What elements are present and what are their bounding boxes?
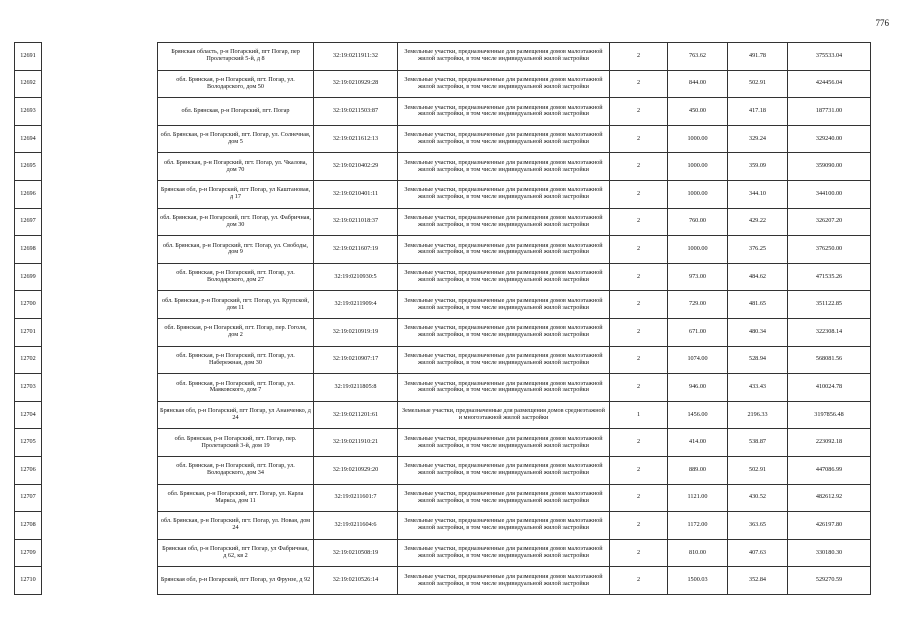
cadastral-number-cell: 32:19:0211911:32 (314, 43, 398, 71)
cadastral-value-cell: 330180.30 (788, 539, 871, 567)
rate-cell: 2196.33 (728, 401, 788, 429)
page-number: 776 (875, 18, 889, 28)
area-cell: 1074.00 (668, 346, 728, 374)
table-row (15, 567, 871, 595)
class-cell: 1 (610, 401, 668, 429)
row-number: 12697 (15, 208, 42, 236)
land-use-cell: Земельные участки, предназначенные для размещения домов малоэтажной жилой застройки, в том числе индивидуальной жилой застройки (398, 456, 610, 484)
rate-cell: 407.63 (728, 539, 788, 567)
row-number: 12703 (15, 374, 42, 402)
empty-column (42, 263, 158, 291)
rate-cell: 430.52 (728, 484, 788, 512)
cadastral-value-cell: 529270.59 (788, 567, 871, 595)
cadastral-number-cell: 32:19:0210508:19 (314, 539, 398, 567)
table-row (15, 539, 871, 567)
land-use-cell: Земельные участки, предназначенные для размещения домов малоэтажной жилой застройки, в том числе индивидуальной жилой застройки (398, 236, 610, 264)
land-use-cell: Земельные участки, предназначенные для размещения домов малоэтажной жилой застройки, в том числе индивидуальной жилой застройки (398, 153, 610, 181)
table-row (15, 291, 871, 319)
area-cell: 729.00 (668, 291, 728, 319)
rate-cell: 480.34 (728, 318, 788, 346)
cadastral-value-cell: 187731.00 (788, 98, 871, 126)
class-cell: 2 (610, 484, 668, 512)
land-use-cell: Земельные участки, предназначенные для размещения домов малоэтажной жилой застройки, в том числе индивидуальной жилой застройки (398, 567, 610, 595)
address-cell: Брянская обл, р-н Погарский, пгт Погар, ул Фабричная, д 62, кв 2 (158, 539, 314, 567)
address-cell: обл. Брянская, р-н Погарский, пгт. Погар, ул. Фабричная, дом 30 (158, 208, 314, 236)
cadastral-value-cell: 344100.00 (788, 180, 871, 208)
area-cell: 671.00 (668, 318, 728, 346)
rate-cell: 344.10 (728, 180, 788, 208)
rate-cell: 481.65 (728, 291, 788, 319)
address-cell: Брянская область, р-н Погарский, пгт Погар, пер Пролетарский 5-й, д 8 (158, 43, 314, 71)
area-cell: 946.00 (668, 374, 728, 402)
area-cell: 889.00 (668, 456, 728, 484)
address-cell: обл. Брянская, р-н Погарский, пгт. Погар, пер. Гоголя, дом 2 (158, 318, 314, 346)
address-cell: обл. Брянская, р-н Погарский, пгт. Погар, ул. Свободы, дом 9 (158, 236, 314, 264)
area-cell: 414.00 (668, 429, 728, 457)
cadastral-value-cell: 410024.78 (788, 374, 871, 402)
empty-column (42, 153, 158, 181)
table-row (15, 429, 871, 457)
land-use-cell: Земельные участки, предназначенные для размещения домов малоэтажной жилой застройки, в том числе индивидуальной жилой застройки (398, 318, 610, 346)
area-cell: 973.00 (668, 263, 728, 291)
row-number: 12706 (15, 456, 42, 484)
empty-column (42, 180, 158, 208)
land-use-cell: Земельные участки, предназначенные для размещения домов малоэтажной жилой застройки, в том числе индивидуальной жилой застройки (398, 180, 610, 208)
land-use-cell: Земельные участки, предназначенные для размещения домов малоэтажной жилой застройки, в том числе индивидуальной жилой застройки (398, 346, 610, 374)
land-use-cell: Земельные участки, предназначенные для размещения домов малоэтажной жилой застройки, в том числе индивидуальной жилой застройки (398, 291, 610, 319)
rate-cell: 429.22 (728, 208, 788, 236)
class-cell: 2 (610, 512, 668, 540)
land-use-cell: Земельные участки, предназначенные для размещения домов малоэтажной жилой застройки, в том числе индивидуальной жилой застройки (398, 208, 610, 236)
cadastral-value-cell: 359090.00 (788, 153, 871, 181)
address-cell: обл. Брянская, р-н Погарский, пгт. Погар, ул. Набережная, дом 30 (158, 346, 314, 374)
address-cell: обл. Брянская, р-н Погарский, пгт. Погар, ул. Володарского, дом 50 (158, 70, 314, 98)
area-cell: 1121.00 (668, 484, 728, 512)
empty-column (42, 318, 158, 346)
table-row (15, 98, 871, 126)
cadastral-number-cell: 32:19:0211018:37 (314, 208, 398, 236)
rate-cell: 359.09 (728, 153, 788, 181)
address-cell: обл. Брянская, р-н Погарский, пгт. Погар, ул. Володарского, дом 34 (158, 456, 314, 484)
cadastral-number-cell: 32:19:0210907:17 (314, 346, 398, 374)
address-cell: обл. Брянская, р-н Погарский, пгт. Погар, ул. Новая, дом 24 (158, 512, 314, 540)
land-use-cell: Земельные участки, предназначенные для размещения домов малоэтажной жилой застройки, в том числе индивидуальной жилой застройки (398, 98, 610, 126)
class-cell: 2 (610, 318, 668, 346)
cadastral-value-cell: 223092.18 (788, 429, 871, 457)
row-number: 12710 (15, 567, 42, 595)
land-use-cell: Земельные участки, предназначенные для размещения домов малоэтажной жилой застройки, в том числе индивидуальной жилой застройки (398, 70, 610, 98)
rate-cell: 376.25 (728, 236, 788, 264)
cadastral-value-cell: 426197.80 (788, 512, 871, 540)
address-cell: обл. Брянская, р-н Погарский, пгт. Погар, ул. Володарского, дом 27 (158, 263, 314, 291)
land-use-cell: Земельные участки, предназначенные для размещения домов малоэтажной жилой застройки, в том числе индивидуальной жилой застройки (398, 263, 610, 291)
class-cell: 2 (610, 153, 668, 181)
area-cell: 760.00 (668, 208, 728, 236)
cadastral-value-cell: 329240.00 (788, 125, 871, 153)
area-cell: 1500.03 (668, 567, 728, 595)
rate-cell: 352.84 (728, 567, 788, 595)
table-row (15, 153, 871, 181)
rate-cell: 502.91 (728, 70, 788, 98)
area-cell: 450.00 (668, 98, 728, 126)
land-use-cell: Земельные участки, предназначенные для размещения домов малоэтажной жилой застройки, в том числе индивидуальной жилой застройки (398, 374, 610, 402)
rate-cell: 329.24 (728, 125, 788, 153)
cadastral-number-cell: 32:19:0210930:5 (314, 263, 398, 291)
row-number: 12704 (15, 401, 42, 429)
address-cell: Брянская обл, р-н Погарский, пгт Погар, ул Ананченко, д 24 (158, 401, 314, 429)
class-cell: 2 (610, 567, 668, 595)
empty-column (42, 236, 158, 264)
empty-column (42, 484, 158, 512)
area-cell: 844.00 (668, 70, 728, 98)
cadastral-value-cell: 482612.92 (788, 484, 871, 512)
empty-column (42, 401, 158, 429)
area-cell: 810.00 (668, 539, 728, 567)
cadastral-number-cell: 32:19:0210402:29 (314, 153, 398, 181)
land-use-cell: Земельные участки, предназначенные для размещения домов малоэтажной жилой застройки, в том числе индивидуальной жилой застройки (398, 484, 610, 512)
cadastral-number-cell: 32:19:0211612:13 (314, 125, 398, 153)
class-cell: 2 (610, 236, 668, 264)
cadastral-number-cell: 32:19:0211910:21 (314, 429, 398, 457)
row-number: 12691 (15, 43, 42, 71)
table-row (15, 125, 871, 153)
table-row (15, 208, 871, 236)
row-number: 12693 (15, 98, 42, 126)
cadastral-value-cell: 447086.99 (788, 456, 871, 484)
table-row (15, 318, 871, 346)
address-cell: обл. Брянская, р-н Погарский, пгт. Погар, ул. Маяковского, дом 7 (158, 374, 314, 402)
rate-cell: 433.43 (728, 374, 788, 402)
row-number: 12702 (15, 346, 42, 374)
row-number: 12701 (15, 318, 42, 346)
row-number: 12709 (15, 539, 42, 567)
address-cell: обл. Брянская, р-н Погарский, пгт. Погар, ул. Карла Маркса, дом 11 (158, 484, 314, 512)
cadastral-number-cell: 32:19:0211909:4 (314, 291, 398, 319)
empty-column (42, 291, 158, 319)
cadastral-number-cell: 32:19:0211201:61 (314, 401, 398, 429)
empty-column (42, 43, 158, 71)
class-cell: 2 (610, 43, 668, 71)
cadastral-number-cell: 32:19:0210401:11 (314, 180, 398, 208)
cadastral-value-cell: 375533.04 (788, 43, 871, 71)
cadastral-number-cell: 32:19:0210526:14 (314, 567, 398, 595)
table-row (15, 263, 871, 291)
empty-column (42, 346, 158, 374)
row-number: 12700 (15, 291, 42, 319)
class-cell: 2 (610, 291, 668, 319)
rate-cell: 484.62 (728, 263, 788, 291)
class-cell: 2 (610, 180, 668, 208)
table-row (15, 43, 871, 71)
area-cell: 1000.00 (668, 180, 728, 208)
table-row (15, 456, 871, 484)
cadastral-value-cell: 471535.26 (788, 263, 871, 291)
land-use-cell: Земельные участки, предназначенные для размещения домов среднеэтажной и многоэтажной жилой застройки (398, 401, 610, 429)
table-row (15, 236, 871, 264)
cadastral-value-cell: 424456.04 (788, 70, 871, 98)
table-row (15, 180, 871, 208)
address-cell: Брянская обл, р-н Погарский, пгт Погар, ул Фрунзе, д 92 (158, 567, 314, 595)
land-use-cell: Земельные участки, предназначенные для размещения домов малоэтажной жилой застройки, в том числе индивидуальной жилой застройки (398, 539, 610, 567)
table-body (15, 43, 871, 595)
row-number: 12692 (15, 70, 42, 98)
class-cell: 2 (610, 539, 668, 567)
table-row (15, 512, 871, 540)
class-cell: 2 (610, 374, 668, 402)
land-use-cell: Земельные участки, предназначенные для размещения домов малоэтажной жилой застройки, в том числе индивидуальной жилой застройки (398, 125, 610, 153)
cadastral-number-cell: 32:19:0211805:8 (314, 374, 398, 402)
row-number: 12698 (15, 236, 42, 264)
rate-cell: 538.87 (728, 429, 788, 457)
cadastral-value-cell: 322308.14 (788, 318, 871, 346)
class-cell: 2 (610, 429, 668, 457)
address-cell: обл. Брянская, р-н Погарский, пгт. Погар, ул. Крупской, дом 11 (158, 291, 314, 319)
area-cell: 1000.00 (668, 236, 728, 264)
class-cell: 2 (610, 263, 668, 291)
address-cell: обл. Брянская, р-н Погарский, пгт. Погар, ул. Чкалова, дом 70 (158, 153, 314, 181)
empty-column (42, 429, 158, 457)
area-cell: 1000.00 (668, 153, 728, 181)
row-number: 12708 (15, 512, 42, 540)
area-cell: 1000.00 (668, 125, 728, 153)
rate-cell: 363.65 (728, 512, 788, 540)
class-cell: 2 (610, 125, 668, 153)
row-number: 12699 (15, 263, 42, 291)
cadastral-number-cell: 32:19:0211604:6 (314, 512, 398, 540)
row-number: 12696 (15, 180, 42, 208)
cadastral-value-cell: 326207.20 (788, 208, 871, 236)
empty-column (42, 98, 158, 126)
cadastral-value-cell: 351122.85 (788, 291, 871, 319)
empty-column (42, 512, 158, 540)
rate-cell: 491.78 (728, 43, 788, 71)
class-cell: 2 (610, 70, 668, 98)
rate-cell: 502.91 (728, 456, 788, 484)
empty-column (42, 456, 158, 484)
address-cell: обл. Брянская, р-н Погарский, пгт. Погар, ул. Солнечная, дом 5 (158, 125, 314, 153)
cadastral-number-cell: 32:19:0210919:19 (314, 318, 398, 346)
cadastral-value-table (14, 42, 871, 595)
area-cell: 763.62 (668, 43, 728, 71)
land-use-cell: Земельные участки, предназначенные для размещения домов малоэтажной жилой застройки, в том числе индивидуальной жилой застройки (398, 43, 610, 71)
cadastral-number-cell: 32:19:0210929:20 (314, 456, 398, 484)
cadastral-number-cell: 32:19:0210929:28 (314, 70, 398, 98)
empty-column (42, 374, 158, 402)
cadastral-number-cell: 32:19:0211607:19 (314, 236, 398, 264)
class-cell: 2 (610, 346, 668, 374)
area-cell: 1172.00 (668, 512, 728, 540)
table-row (15, 484, 871, 512)
empty-column (42, 70, 158, 98)
class-cell: 2 (610, 98, 668, 126)
empty-column (42, 208, 158, 236)
cadastral-number-cell: 32:19:0211601:7 (314, 484, 398, 512)
empty-column (42, 125, 158, 153)
class-cell: 2 (610, 208, 668, 236)
class-cell: 2 (610, 456, 668, 484)
land-use-cell: Земельные участки, предназначенные для размещения домов малоэтажной жилой застройки, в том числе индивидуальной жилой застройки (398, 512, 610, 540)
row-number: 12705 (15, 429, 42, 457)
cadastral-value-cell: 568081.56 (788, 346, 871, 374)
land-use-cell: Земельные участки, предназначенные для размещения домов малоэтажной жилой застройки, в том числе индивидуальной жилой застройки (398, 429, 610, 457)
address-cell: обл. Брянская, р-н Погарский, пгт. Погар (158, 98, 314, 126)
area-cell: 1456.00 (668, 401, 728, 429)
table-row (15, 374, 871, 402)
table-row (15, 346, 871, 374)
address-cell: обл. Брянская, р-н Погарский, пгт. Погар, пер. Пролетарский 3-й, дом 19 (158, 429, 314, 457)
row-number: 12707 (15, 484, 42, 512)
empty-column (42, 539, 158, 567)
table-row (15, 401, 871, 429)
empty-column (42, 567, 158, 595)
cadastral-value-cell: 3197856.48 (788, 401, 871, 429)
cadastral-number-cell: 32:19:0211503:87 (314, 98, 398, 126)
rate-cell: 528.94 (728, 346, 788, 374)
rate-cell: 417.18 (728, 98, 788, 126)
cadastral-value-cell: 376250.00 (788, 236, 871, 264)
row-number: 12694 (15, 125, 42, 153)
address-cell: Брянская обл, р-н Погарский, пгт Погар, ул Каштановая, д 17 (158, 180, 314, 208)
row-number: 12695 (15, 153, 42, 181)
table-row (15, 70, 871, 98)
